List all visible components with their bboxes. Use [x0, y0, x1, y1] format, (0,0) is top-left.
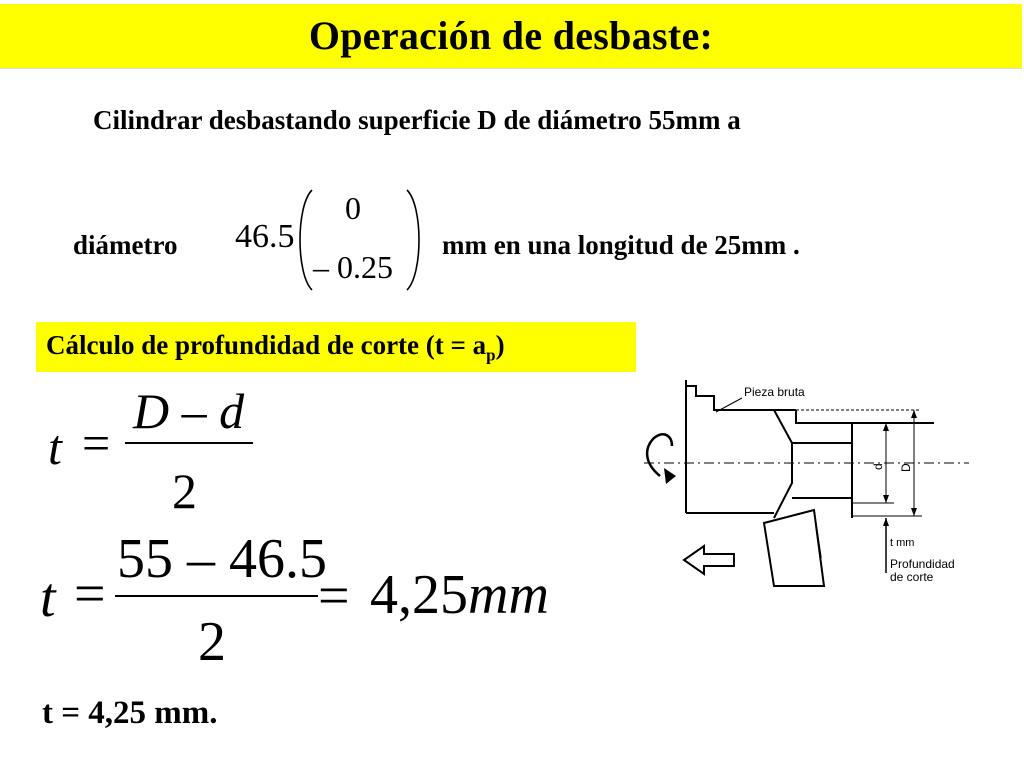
formula1-denominator: 2: [172, 463, 197, 519]
formula2-result-unit: mm: [468, 564, 549, 626]
statement-line-2-suffix: mm en una longitud de 25mm .: [442, 230, 800, 260]
rotation-arrow-path: [647, 434, 672, 476]
statement-diametro-label: diámetro: [73, 230, 178, 260]
final-result: t = 4,25 mm.: [42, 695, 218, 731]
formula2-fraction-bar: [115, 594, 320, 598]
rotation-arrow-head: [664, 468, 676, 484]
section-highlight: [36, 322, 636, 372]
formula1-numerator: D – d: [133, 383, 245, 439]
tolerance-lower: – 0.25: [313, 249, 393, 285]
label-pieza-bruta: Pieza bruta: [744, 385, 805, 399]
chamfer-edge: [774, 410, 792, 518]
depth-marker-arrow: [883, 518, 889, 526]
turning-diagram: [624, 368, 976, 593]
formula2-numerator: 55 – 46.5: [117, 528, 327, 590]
statement-line-1: Cilindrar desbastando superficie D de diámetro 55mm a: [93, 105, 741, 135]
formula1-equals: =: [82, 415, 111, 471]
right-paren-shape: [407, 190, 419, 290]
dimension-d-arrow-bottom: [883, 495, 889, 503]
label-t-mm: t mm: [890, 537, 915, 549]
label-de-corte: de corte: [890, 570, 934, 584]
section-label: [46, 330, 505, 365]
formula2-result: [370, 563, 549, 627]
title-banner: [0, 4, 1022, 69]
dimension-D-arrow-bottom: [911, 508, 917, 516]
formula1-lhs: t: [48, 419, 62, 475]
formula2-result-number: 4,25: [370, 564, 468, 626]
feed-direction-arrow-icon: [684, 546, 734, 574]
label-profundidad: Profundidad: [890, 557, 955, 571]
formula2-denominator: 2: [198, 611, 226, 673]
page-title: Operación de desbaste:: [308, 13, 714, 58]
section-label-subscript: p: [486, 345, 496, 365]
dimension-D-arrow-top: [911, 410, 917, 418]
left-paren-shape: [300, 190, 312, 290]
section-label-close: ): [495, 330, 505, 360]
tolerance-nominal: 46.5: [235, 218, 295, 255]
formula1-fraction-bar: [125, 441, 255, 445]
section-label-text: Cálculo de profundidad de corte (t = a: [46, 330, 487, 360]
tolerance-upper: 0: [345, 190, 361, 226]
label-d: d: [871, 463, 885, 470]
dimension-d-arrow-top: [883, 423, 889, 431]
formula2-lhs: t: [40, 567, 56, 629]
formula2-equals: =: [74, 563, 106, 625]
label-D: D: [899, 463, 913, 472]
formula2-equals-2: =: [318, 565, 350, 627]
